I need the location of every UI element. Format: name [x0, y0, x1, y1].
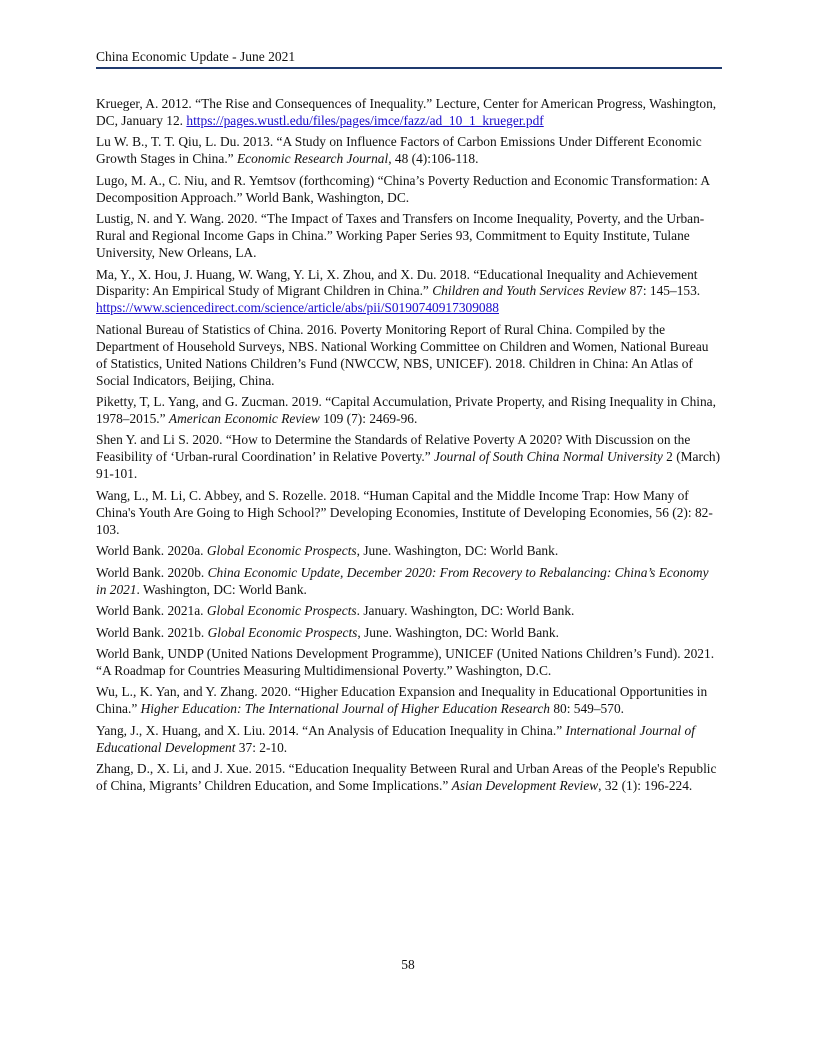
reference-item: World Bank. 2020a. Global Economic Prospects, June. Washington, DC: World Bank. — [96, 543, 559, 559]
reference-item: Krueger, A. 2012. “The Rise and Consequences of Inequality.” Lecture, Center for American Progress, Washington, DC, January 12. https://pages.wustl.edu/files/pages/imce/fazz/ad_10_1_krueger.pdf — [96, 96, 717, 128]
reference-item: World Bank. 2021a. Global Economic Prospects. January. Washington, DC: World Bank. — [96, 603, 575, 618]
reference-item: Piketty, T, L. Yang, and G. Zucman. 2019. “Capital Accumulation, Private Property, and Rising Inequality in China, 1978–2015.” American Economic Review 109 (7): 2469-96. — [96, 394, 716, 426]
reference-list — [96, 96, 722, 800]
reference-item: Wu, L., K. Yan, and Y. Zhang. 2020. “Higher Education Expansion and Inequality in Educational Opportunities in China.” Higher Education: The International Journal of Higher Education Research 80: 549–570. — [96, 684, 708, 717]
reference-item: Lugo, M. A., C. Niu, and R. Yemtsov (forthcoming) “China’s Poverty Reduction and Economic Transformation: A Decomposition Approach.” World Bank, Washington, DC. — [96, 172, 710, 205]
reference-item: Lustig, N. and Y. Wang. 2020. “The Impact of Taxes and Transfers on Income Inequality, Poverty, and the Urban-Rural and Regional Income Gaps in China.” Working Paper Series 93, Commitment to Equity Institute, Tulane University, New Orleans, LA. — [96, 211, 705, 261]
reference-item: Lu W. B., T. T. Qiu, L. Du. 2013. “A Study on Influence Factors of Carbon Emissions Under Different Economic Growth Stages in China.” Economic Research Journal, 48 (4):106-118. — [96, 134, 702, 167]
reference-link[interactable]: https://www.sciencedirect.com/science/article/abs/pii/S0190740917309088 — [96, 300, 499, 316]
reference-item: Shen Y. and Li S. 2020. “How to Determine the Standards of Relative Poverty A 2020? With Discussion on the Feasibility of ‘Urban-rural Coordination’ in Relative Poverty.” Journal of South China Normal University 2 (March) 91-101. — [96, 432, 721, 482]
reference-item: Wang, L., M. Li, C. Abbey, and S. Rozelle. 2018. “Human Capital and the Middle Income Trap: How Many of China's Youth Are Going to High School?” Developing Economies, Institute of Developing Economies, 56 (2): 82-103. — [96, 487, 713, 537]
reference-item: Zhang, D., X. Li, and J. Xue. 2015. “Education Inequality Between Rural and Urban Areas of the People's Republic of China, Migrants’ Children Education, and Some Implications.” Asian Development Review, 32 (1): 196-224. — [96, 761, 717, 794]
page-number: 58 — [401, 957, 415, 972]
reference-item: Yang, J., X. Huang, and X. Liu. 2014. “An Analysis of Education Inequality in China.” International Journal of Educational Development 37: 2-10. — [96, 722, 695, 755]
reference-item: National Bureau of Statistics of China. 2016. Poverty Monitoring Report of Rural China. Compiled by the Department of Household Surveys, NBS. National Working Committee on Children and Women, National Bureau of Statistics, United Nations Children’s Fund (NWCCW, NBS, UNICEF). 2018. Children in China: An Atlas of Social Indicators, Beijing, China. — [96, 321, 709, 388]
running-header — [96, 48, 722, 69]
reference-item: Ma, Y., X. Hou, J. Huang, W. Wang, Y. Li, X. Zhou, and X. Du. 2018. “Educational Inequality and Achievement Disparity: An Empirical Study of Migrant Children in China.” Children and Youth Services Review 87: 145–153. https://www.sciencedirect.com/science/article/abs/pii/S0190740917309088 — [96, 266, 701, 316]
running-header-title: China Economic Update - June 2021 — [96, 49, 296, 64]
reference-link[interactable]: https://pages.wustl.edu/files/pages/imce/fazz/ad_10_1_krueger.pdf — [186, 112, 544, 128]
reference-item: World Bank, UNDP (United Nations Development Programme), UNICEF (United Nations Children’s Fund). 2021. “A Roadmap for Countries Measuring Multidimensional Poverty.” Washington, D.C. — [96, 646, 715, 678]
reference-item: World Bank. 2021b. Global Economic Prospects, June. Washington, DC: World Bank. — [96, 624, 559, 640]
reference-item: World Bank. 2020b. China Economic Update, December 2020: From Recovery to Rebalancing: China’s Economy in 2021. Washington, DC: World Bank. — [96, 564, 709, 597]
